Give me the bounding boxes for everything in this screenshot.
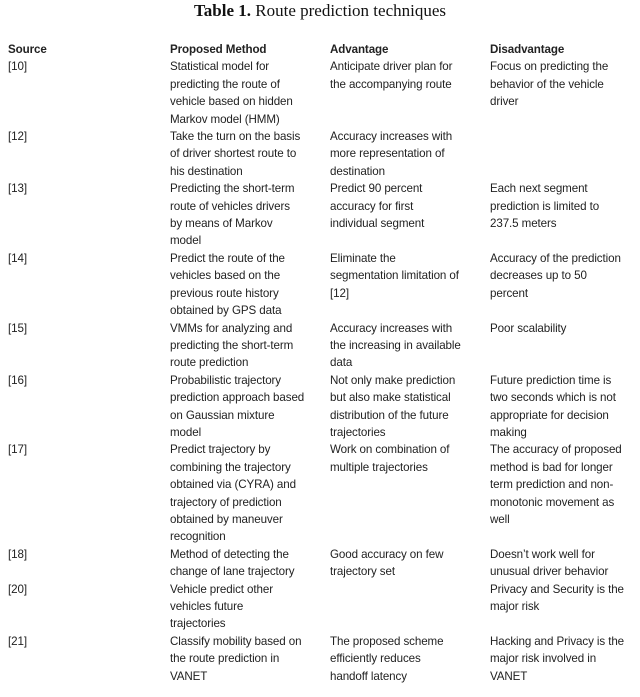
table-row bbox=[0, 320, 640, 372]
table-row bbox=[0, 250, 640, 320]
source-cell: [18] bbox=[8, 547, 27, 561]
source-cell: [10] bbox=[8, 60, 27, 74]
table-title: Route prediction techniques bbox=[255, 1, 446, 20]
method-cell: Method of detecting the change of lane trajectory bbox=[170, 547, 295, 579]
disadvantage-cell bbox=[490, 128, 640, 180]
method-cell: Classify mobility based on the route prediction in VANET bbox=[170, 634, 302, 683]
table-row bbox=[0, 180, 640, 250]
header-source: Source bbox=[8, 43, 47, 56]
header-advantage: Advantage bbox=[330, 43, 389, 56]
advantage-cell: Good accuracy on few trajectory set bbox=[330, 547, 444, 579]
table-row bbox=[0, 441, 640, 545]
method-cell: Predict the route of the vehicles based on the previous route history obtained by GPS data bbox=[170, 251, 285, 318]
method-cell: Probabilistic trajectory prediction approach based on Gaussian mixture model bbox=[170, 373, 305, 439]
disadvantage-cell: Privacy and Security is the major risk bbox=[490, 582, 624, 613]
disadvantage-cell: Poor scalability bbox=[490, 321, 567, 335]
method-cell: Predict trajectory by combining the trajectory obtained via (CYRA) and trajectory of prediction obtained by maneuver recognition bbox=[170, 443, 296, 544]
source-cell: [16] bbox=[8, 373, 27, 387]
disadvantage-cell: Focus on predicting the behavior of the vehicle driver bbox=[490, 60, 609, 109]
source-cell: [14] bbox=[8, 251, 27, 265]
table-label: Table 1. bbox=[194, 1, 252, 20]
table-row bbox=[0, 581, 640, 633]
advantage-cell: Anticipate driver plan for the accompanying route bbox=[330, 60, 453, 91]
route-prediction-table bbox=[0, 41, 640, 685]
advantage-cell: Predict 90 percent accuracy for first individual segment bbox=[330, 182, 425, 231]
advantage-cell: Work on combination of multiple trajectories bbox=[330, 443, 450, 474]
header-disadvantage: Disadvantage bbox=[490, 43, 565, 56]
table-row bbox=[0, 546, 640, 581]
advantage-cell: The proposed scheme efficiently reduces handoff latency bbox=[330, 634, 444, 683]
source-cell: [13] bbox=[8, 182, 27, 196]
method-cell: Vehicle predict other vehicles future trajectories bbox=[170, 582, 273, 631]
table-header-row bbox=[0, 41, 640, 58]
method-cell: Predicting the short-term route of vehicles drivers by means of Markov model bbox=[170, 182, 295, 248]
table-row bbox=[0, 128, 640, 180]
header-proposed-method: Proposed Method bbox=[170, 43, 267, 56]
advantage-cell: Not only make prediction but also make statistical distribution of the future trajectories bbox=[330, 373, 456, 439]
disadvantage-cell: Accuracy of the prediction decreases up to 50 percent bbox=[490, 251, 621, 300]
method-cell: Take the turn on the basis of driver shortest route to his destination bbox=[170, 130, 301, 178]
table-caption bbox=[0, 0, 640, 22]
disadvantage-cell: Each next segment prediction is limited to 237.5 meters bbox=[490, 182, 600, 231]
source-cell: [15] bbox=[8, 321, 27, 335]
source-cell: [20] bbox=[8, 582, 27, 596]
source-cell: [21] bbox=[8, 634, 27, 648]
advantage-cell: Accuracy increases with more representation of destination bbox=[330, 130, 453, 178]
table-row bbox=[0, 372, 640, 442]
disadvantage-cell: Future prediction time is two seconds which is not appropriate for decision making bbox=[490, 373, 616, 439]
table-row bbox=[0, 633, 640, 685]
advantage-cell: Accuracy increases with the increasing in available data bbox=[330, 321, 461, 370]
method-cell: VMMs for analyzing and predicting the short-term route prediction bbox=[170, 321, 294, 370]
disadvantage-cell: Hacking and Privacy is the major risk involved in VANET bbox=[490, 634, 625, 683]
advantage-cell bbox=[330, 581, 490, 633]
source-cell: [12] bbox=[8, 130, 27, 144]
advantage-cell: Eliminate the segmentation limitation of [12] bbox=[330, 251, 459, 300]
source-cell: [17] bbox=[8, 443, 27, 457]
disadvantage-cell: Doesn’t work well for unusual driver behavior bbox=[490, 547, 609, 579]
disadvantage-cell: The accuracy of proposed method is bad for longer term prediction and non- monotonic movement as well bbox=[490, 443, 622, 526]
method-cell: Statistical model for predicting the route of vehicle based on hidden Markov model (HMM) bbox=[170, 60, 293, 126]
table-row bbox=[0, 58, 640, 128]
